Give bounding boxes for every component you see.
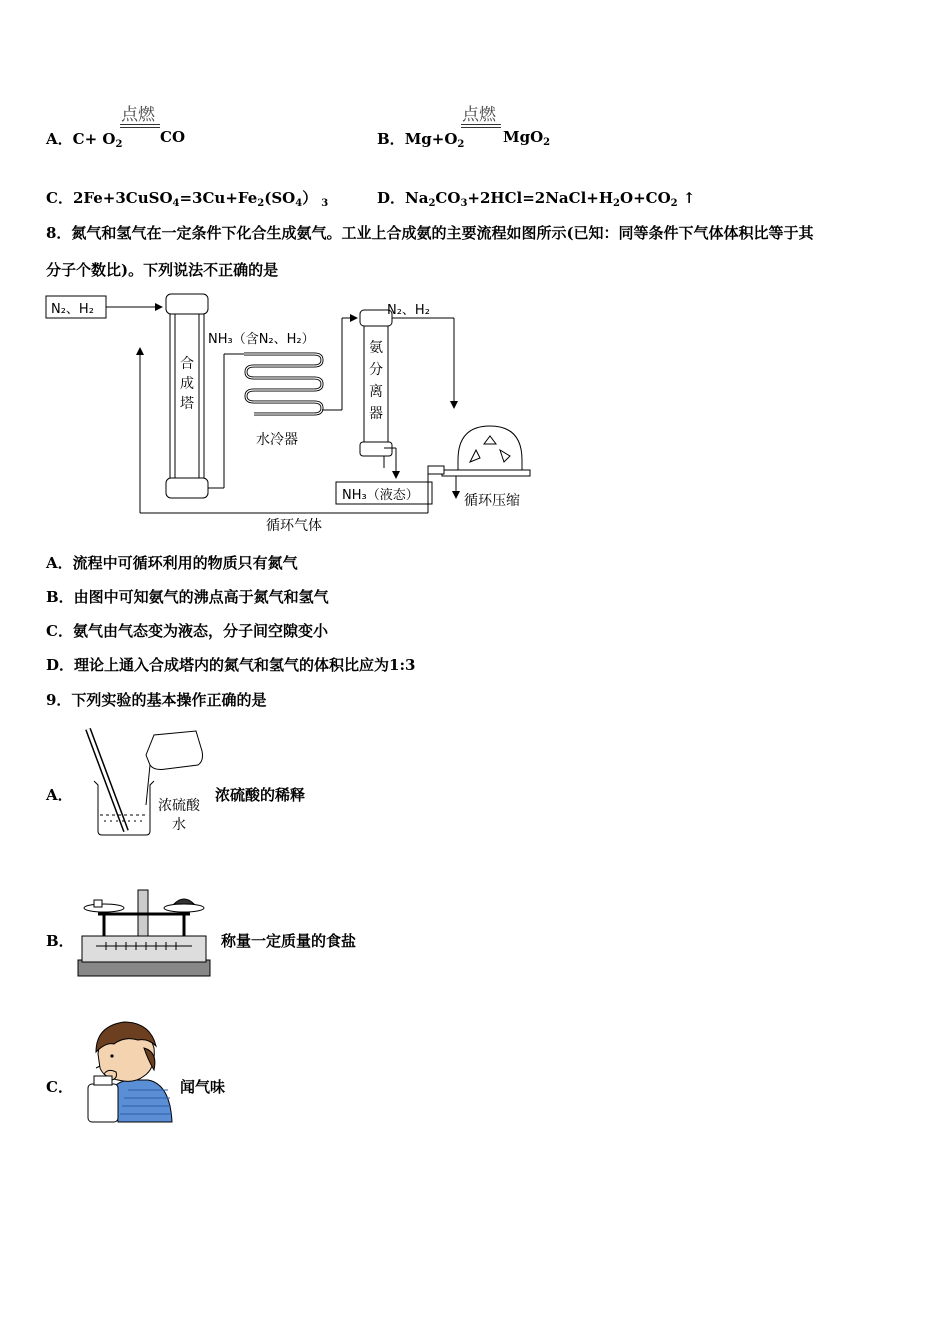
acid-label: 浓硫酸	[158, 798, 200, 814]
q7-b-condition: 点燃	[462, 105, 496, 125]
water-cooler-coil	[244, 354, 322, 414]
option-label: A．	[46, 130, 73, 148]
equation: +2HCl=2NaCl+H	[467, 189, 614, 207]
equation: Na	[405, 189, 429, 207]
q9-option-a-label: A．	[46, 786, 73, 804]
separator-label-3: 离	[369, 384, 383, 400]
q8-option-c: C．氨气由气态变为液态，分子间空隙变小	[46, 622, 328, 640]
q8-option-d: D．理论上通入合成塔内的氮气和氢气的体积比应为1:3	[46, 656, 416, 674]
separator-label-4: 器	[369, 406, 383, 422]
q7-option-c	[46, 187, 328, 209]
equals-line	[120, 124, 160, 125]
smelling-illustration	[78, 1018, 178, 1126]
option-label: D．	[377, 189, 406, 207]
equation: 2Fe+3CuSO	[72, 189, 173, 207]
q9-option-c-caption: 闻气味	[180, 1078, 226, 1096]
subscript: 3	[321, 198, 329, 209]
outlet-label: NH₃（含N₂、H₂）	[208, 332, 315, 347]
subscript: 2	[428, 198, 436, 209]
subscript: 4	[295, 198, 303, 209]
equals-line	[461, 127, 501, 128]
equation: ）	[302, 189, 318, 207]
reactants: C+ O	[72, 130, 116, 148]
equation: O+CO	[620, 189, 671, 207]
subscript: 2	[457, 139, 465, 150]
separator-label-1: 氨	[369, 340, 383, 356]
equation: CO	[435, 189, 461, 207]
ammonia-process-diagram	[44, 288, 544, 538]
q9-option-b-caption: 称量一定质量的食盐	[221, 932, 357, 950]
equation: ↑	[677, 189, 696, 207]
subscript: 2	[613, 198, 621, 209]
equation: (SO	[264, 189, 296, 207]
subscript: 4	[172, 198, 180, 209]
tower-label-2: 成	[180, 376, 194, 392]
tower-label-3: 塔	[180, 396, 194, 412]
option-label: C．	[46, 189, 73, 207]
q7-option-d	[377, 187, 695, 209]
reactants: Mg+O	[404, 130, 458, 148]
q7-option-b	[377, 128, 464, 150]
subscript: 2	[115, 139, 123, 150]
option-label: B．	[377, 130, 405, 148]
circulation-compressor	[428, 426, 530, 476]
subscript: 3	[460, 198, 468, 209]
q7-b-product	[503, 128, 550, 148]
q9-option-b-label: B．	[46, 932, 74, 950]
equation: =3Cu+Fe	[179, 189, 258, 207]
equals-line	[461, 124, 501, 125]
balance-illustration	[76, 886, 212, 980]
q8-option-a: A．流程中可循环利用的物质只有氮气	[46, 554, 298, 572]
subscript: 2	[257, 198, 265, 209]
tower-label-1: 合	[180, 356, 194, 372]
q9-option-a-caption: 浓硫酸的稀释	[215, 786, 306, 804]
q7-option-a	[46, 128, 122, 150]
equals-line	[120, 127, 160, 128]
recycle-label: 循环气体	[266, 518, 322, 534]
compressor-label: 循环压缩	[464, 493, 520, 509]
q8-stem-line1: 8．氮气和氢气在一定条件下化合生成氨气。工业上合成氨的主要流程如图所示(已知：同等条件下气体体积比等于其	[46, 224, 814, 242]
cooler-label: 水冷器	[256, 432, 298, 448]
ammonia-separator	[360, 310, 392, 456]
subscript: 2	[670, 198, 678, 209]
input-label: N₂、H₂	[51, 302, 94, 317]
q7-a-condition: 点燃	[121, 105, 155, 125]
acid-dilution-illustration	[80, 725, 215, 840]
q9-stem: 9．下列实验的基本操作正确的是	[46, 691, 267, 709]
q7-a-product: CO	[160, 128, 186, 146]
liquid-label: NH₃（液态）	[342, 488, 419, 503]
product: MgO	[503, 128, 544, 146]
water-label: 水	[172, 817, 186, 833]
q8-stem-line2: 分子个数比)。下列说法不正确的是	[46, 261, 279, 279]
q8-option-b: B．由图中可知氨气的沸点高于氮气和氢气	[46, 588, 329, 606]
separator-label-2: 分	[369, 362, 383, 378]
subscript: 2	[543, 137, 551, 148]
top-label: N₂、H₂	[387, 303, 430, 318]
q9-option-c-label: C．	[46, 1078, 73, 1096]
